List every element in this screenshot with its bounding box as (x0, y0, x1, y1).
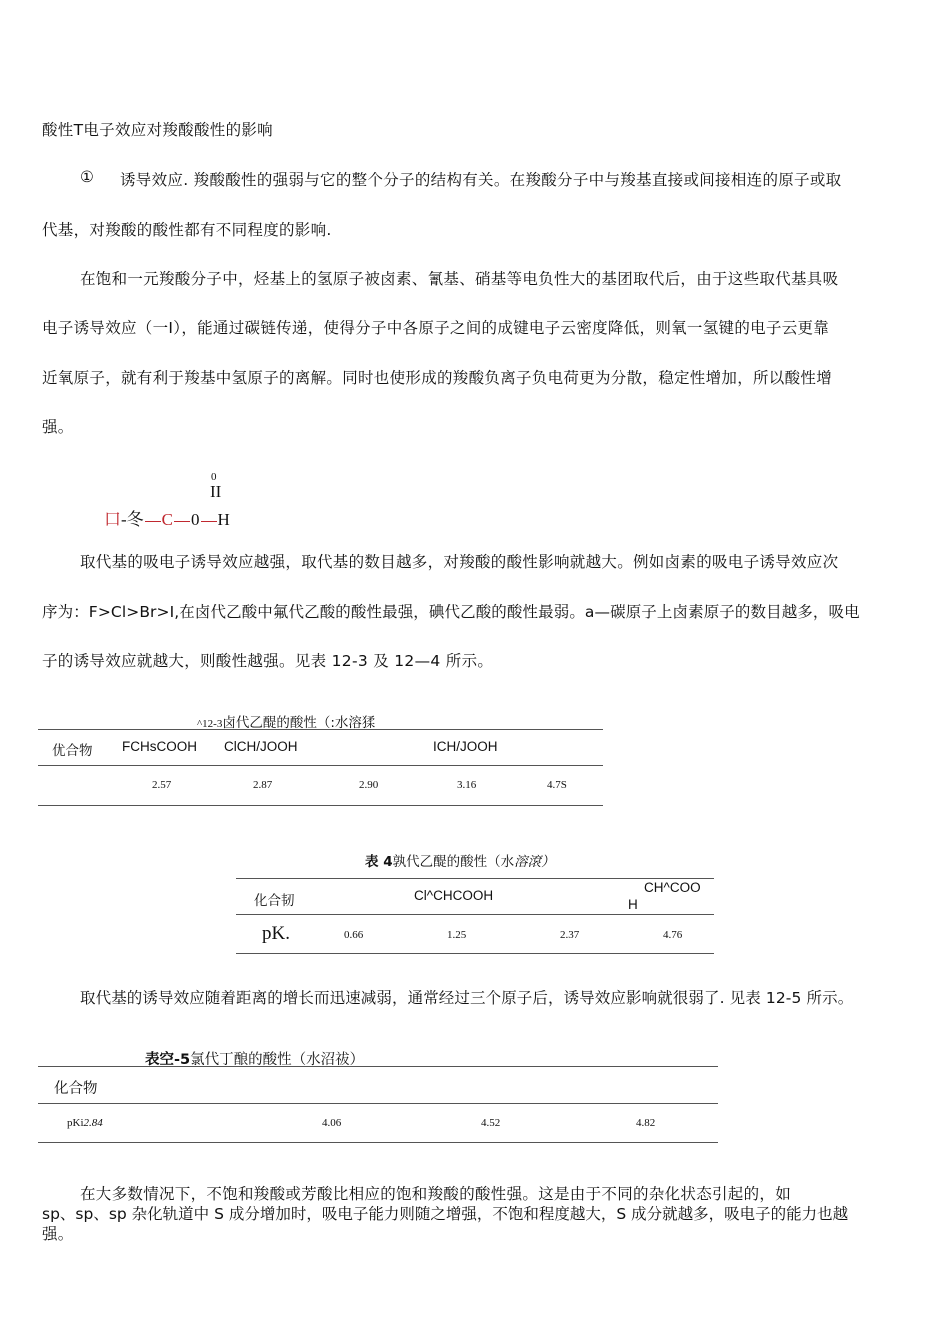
table-2-header-col-3-wrap: H (628, 897, 638, 912)
paragraph-3-line-3: 子的诱导效应就越大，则酸性越强。见表 12-3 及 12—4 所示。 (42, 652, 494, 670)
table-3-bottom-rule (38, 1142, 718, 1143)
table-2-caption-label: 表 4 (365, 854, 393, 870)
table-2-bottom-rule (236, 953, 714, 954)
table-1-caption (197, 711, 375, 731)
table-1-header-compound: 优合物 (52, 743, 93, 759)
table-3-value-2: 4.06 (322, 1117, 342, 1129)
table-2-value-3: 2.37 (560, 929, 580, 941)
table-1-header-col-1: FCHsCOOH (122, 739, 197, 754)
table-1-mid-rule (38, 765, 603, 766)
paragraph-4: 取代基的诱导效应随着距离的增长而迅速减弱，通常经过三个原子后，诱导效应影响就很弱了. 见表 12-5 所示。 (80, 989, 854, 1007)
paragraph-1-line-2: 代基，对羧酸的酸性都有不同程度的影响. (42, 221, 332, 239)
table-2-caption-italic: 溶滾） (514, 854, 555, 870)
paragraph-2-line-2: 电子诱导效应（一I），能通过碳链传递，使得分子中各原子之间的成键电子云密度降低，则氧一氢键的电子云更靠 (42, 319, 830, 337)
table-2-caption-text: 孰代乙醍的酸性（水 (392, 854, 515, 870)
table-3-value-1: 2.84 (83, 1117, 103, 1129)
paragraph-2-line-3: 近氧原子，就有利于羧基中氢原子的离解。同时也使形成的羧酸负离子负电荷更为分散，稳定性增加，所以酸性增 (42, 369, 833, 387)
paragraph-5-line-3: 强。 (42, 1225, 74, 1243)
formula-hydrogen: H (217, 510, 230, 529)
table-3-header-compound: 化合物 (54, 1081, 98, 1097)
paragraph-5-line-2: sp、sp、sp 杂化轨道中 S 成分增加时，吸电子能力则随之增强，不饱和程度越大，S 成分就越多，吸电子的能力也越 (42, 1205, 849, 1223)
page-title: 酸性T电子效应对羧酸酸性的影响 (42, 121, 273, 139)
table-2-value-4: 4.76 (663, 929, 683, 941)
formula-oxygen: 0 (191, 510, 200, 529)
table-3-row (67, 1117, 103, 1129)
table-2-mid-rule (236, 914, 714, 915)
table-3-mid-rule (38, 1103, 718, 1104)
formula-bond-2 (174, 521, 190, 522)
table-1-value-2: 2.87 (253, 779, 273, 791)
formula-carbon: C (161, 510, 174, 529)
formula-bond-3 (201, 521, 217, 522)
table-1-bottom-rule (38, 805, 603, 806)
table-2-header-col-3: CH^COO (644, 880, 701, 895)
formula-double-bond: II (210, 482, 222, 501)
table-2-caption (365, 850, 555, 870)
table-1-value-1: 2.57 (152, 779, 172, 791)
table-2-header-compound: 化合韧 (254, 893, 295, 909)
formula-oxygen-label: 0 (211, 471, 217, 483)
formula-bond-1 (145, 521, 161, 522)
table-1-value-4: 3.16 (457, 779, 477, 791)
table-1-value-3: 2.90 (359, 779, 379, 791)
table-1-caption-text: 卤代乙醍的酸性（:水溶猱 (222, 715, 376, 731)
table-2-row-label: pK. (262, 923, 290, 944)
paragraph-3-line-2: 序为：F>Cl>Br>I,在卤代乙酸中氟代乙酸的酸性最强，碘代乙酸的酸性最弱。a—碳原子上卤素原子的数目越多，吸电 (42, 603, 860, 621)
paragraph-2-line-4: 强。 (42, 418, 74, 436)
table-2-header-col-1: Cl^CHCOOH (414, 888, 494, 903)
formula-part1: -冬 (121, 510, 144, 529)
table-1-top-rule (38, 729, 603, 730)
table-1-header-col-2: ClCH/JOOH (224, 739, 298, 754)
paragraph-3-line-1: 取代基的吸电子诱导效应越强，取代基的数目越多，对羧酸的酸性影响就越大。例如卤素的吸电子诱导效应次 (80, 553, 839, 571)
table-3-value-3: 4.52 (481, 1117, 501, 1129)
table-1-value-5: 4.7S (547, 779, 567, 791)
table-3-caption-label: 表空-5 (145, 1052, 191, 1068)
paragraph-2-line-1: 在饱和一元羧酸分子中，烃基上的氢原子被卤素、氰基、硝基等电负性大的基团取代后，由于这些取代基具吸 (80, 270, 839, 288)
table-1-header-col-4: ICH/JOOH (433, 739, 498, 754)
table-2-top-rule (236, 878, 714, 879)
table-3-top-rule (38, 1066, 718, 1067)
table-3-row-label: pKi (67, 1117, 84, 1129)
formula-box: 口 (104, 510, 121, 529)
table-2-value-2: 1.25 (447, 929, 467, 941)
table-2-value-1: 0.66 (344, 929, 364, 941)
formula-structure (104, 505, 230, 530)
table-3-caption-text: 氯代丁酿的酸性（水沼祓） (190, 1052, 365, 1068)
paragraph-1-marker: ① (80, 168, 95, 186)
paragraph-1-line-1: 诱导效应. 羧酸酸性的强弱与它的整个分子的结构有关。在羧酸分子中与羧基直接或间接相连的原子或取 (120, 171, 842, 189)
paragraph-5-line-1: 在大多数情况下，不饱和羧酸或芳酸比相应的饱和羧酸的酸性强。这是由于不同的杂化状态引起的，如 (80, 1185, 792, 1203)
table-1-caption-prefix: ^12-3 (197, 718, 223, 730)
table-3-value-4: 4.82 (636, 1117, 656, 1129)
